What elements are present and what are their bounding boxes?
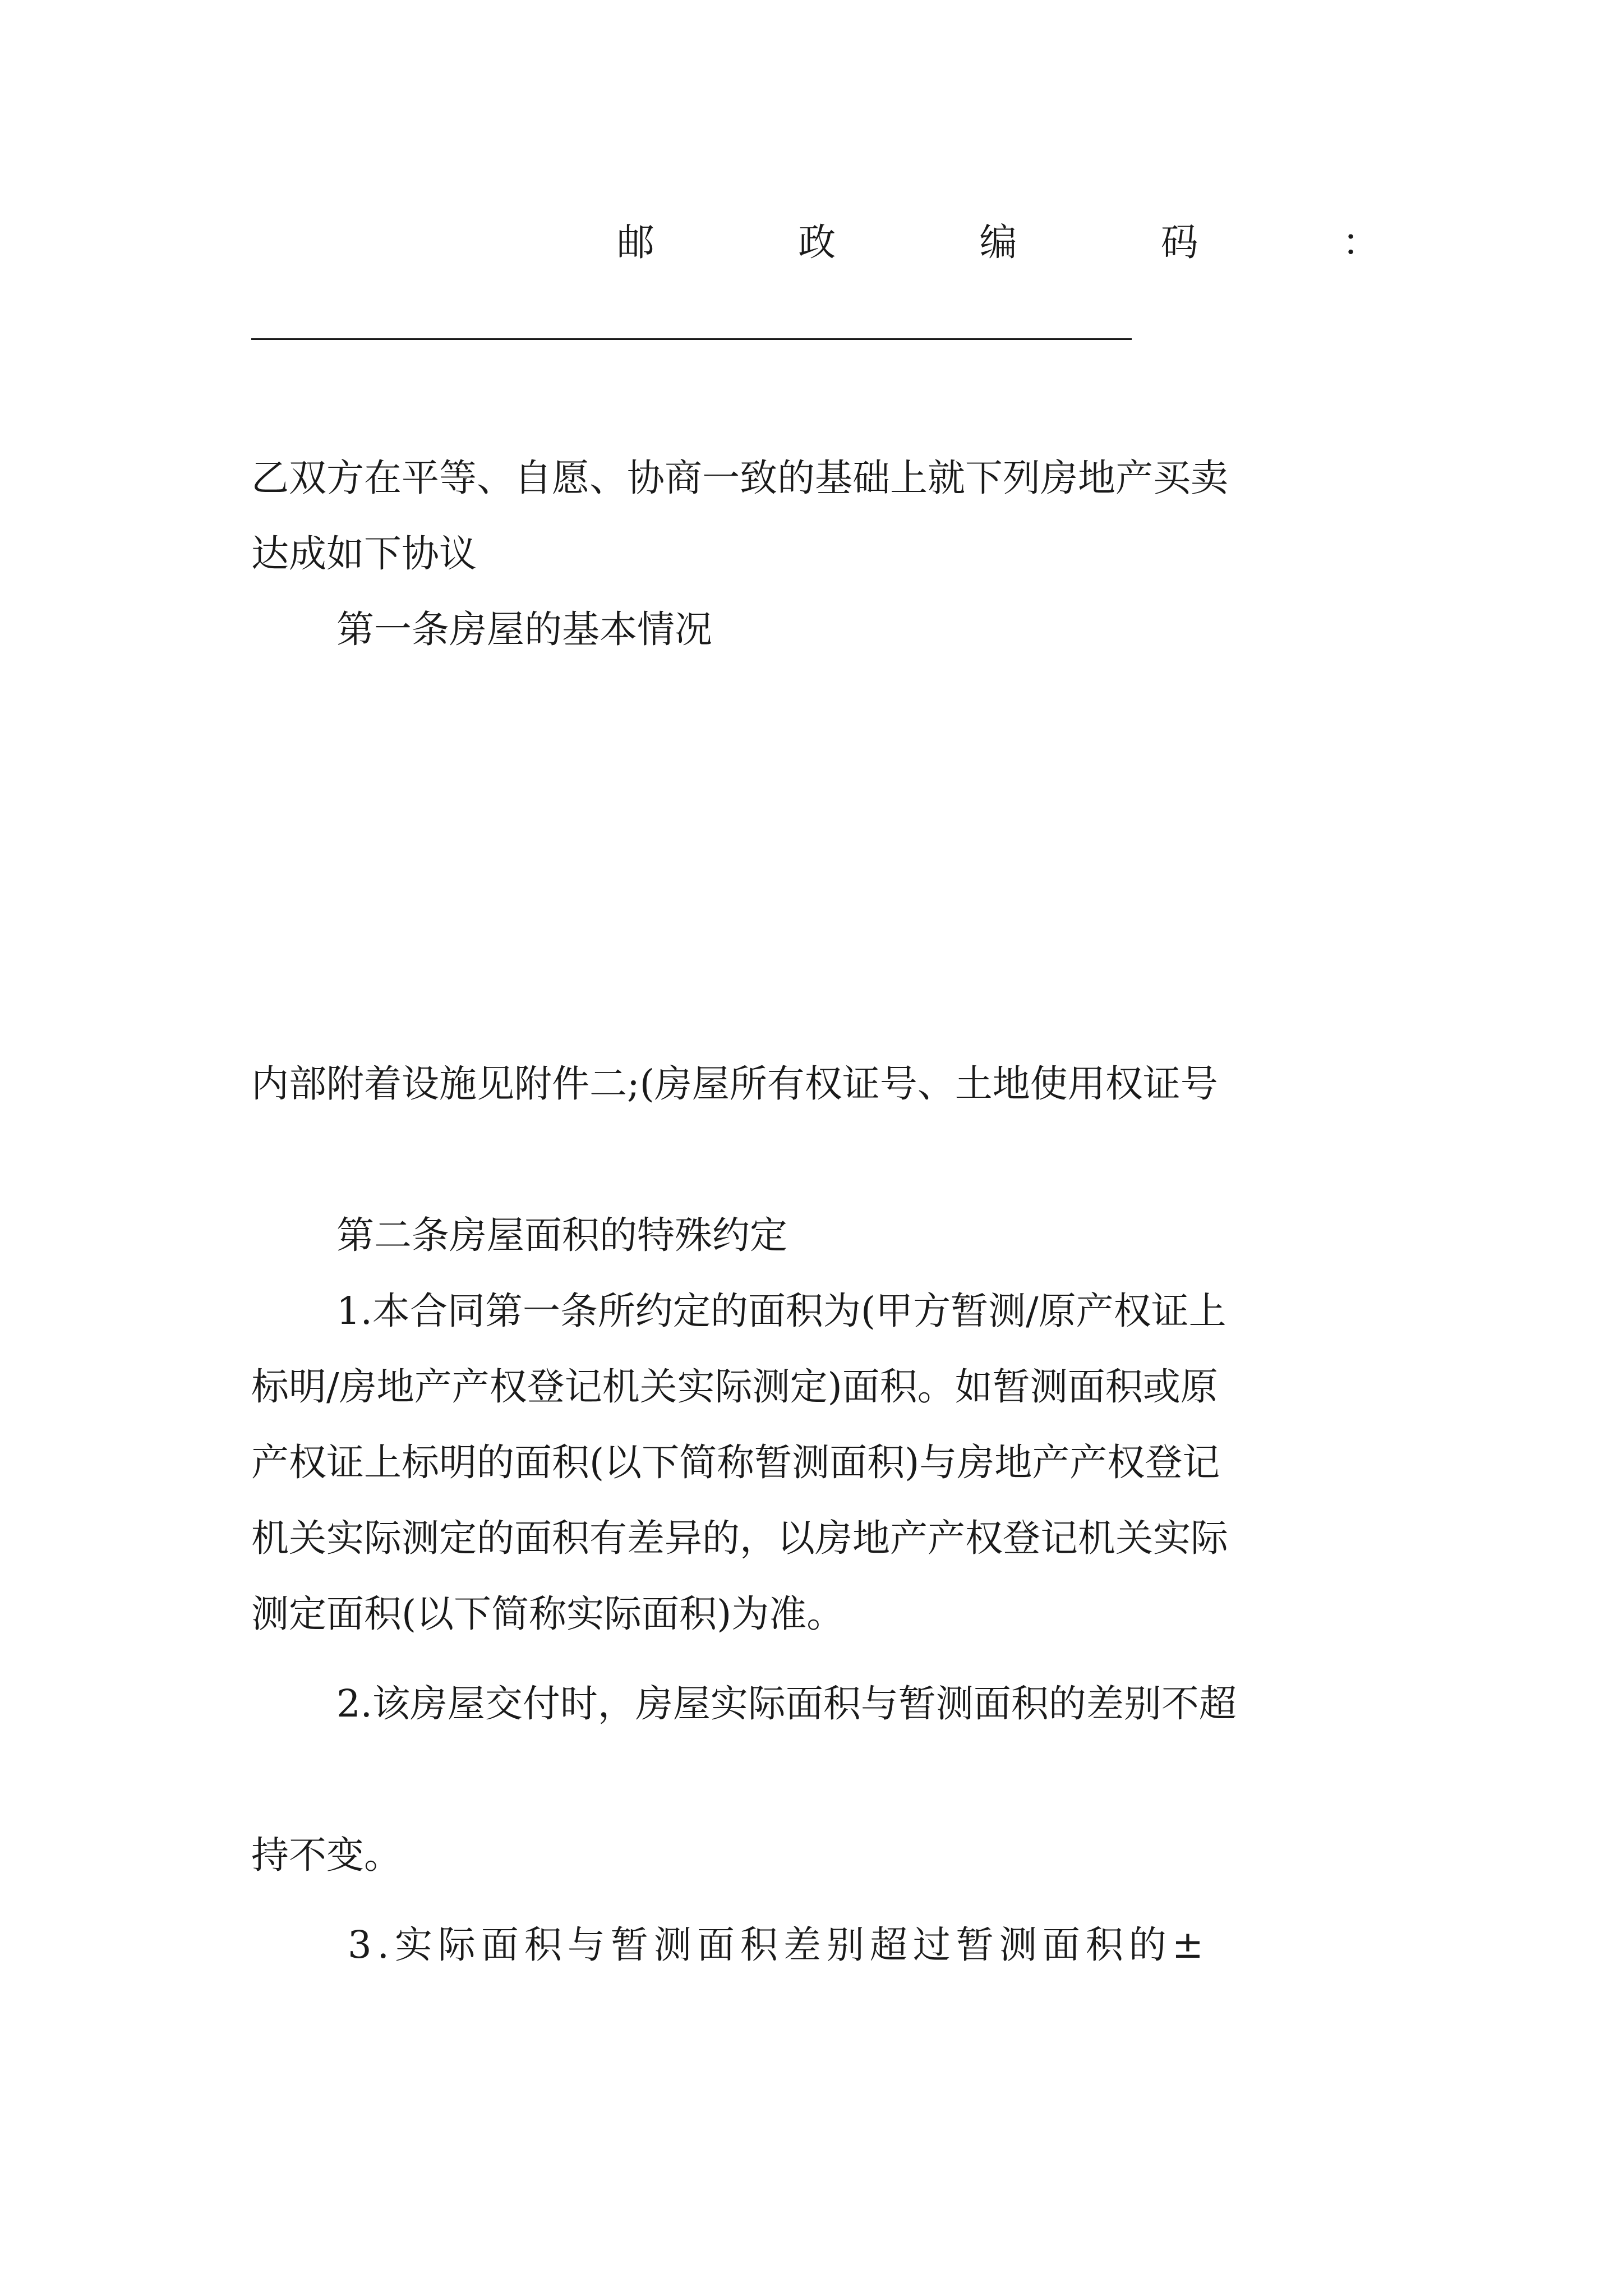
article-1-line-5 [251,979,1390,1037]
article-1-line-7 [251,1130,1390,1189]
article-text: 内部附着设施见附件二;(房屋所有权证号、土地使用权证号 [251,1062,1218,1106]
article-2-p3-line-2 [251,1991,1390,2050]
article-text: 测定面积(以下简称实际面积)为准。 [251,1592,845,1636]
preamble-text: 乙双方在平等、自愿、协商一致的基础上就下列房地产买卖 [251,456,1228,500]
preamble-line-1 [336,370,1391,429]
article-2-p2-line-3 [251,1826,1390,1884]
preamble-text: 达成如下协议 [251,532,477,576]
article-1-line-4 [251,903,1390,961]
preamble-line-3 [251,524,1390,583]
article-2-p1-line-1 [336,1282,1391,1340]
preamble-line-2 [251,449,1390,507]
postal-code-line [617,213,1380,272]
article-2-p1-line-4 [251,1509,1390,1567]
article-text: 产权证上标明的面积(以下简称暂测面积)与房地产产权登记 [251,1441,1220,1484]
postal-char: 邮 [617,220,654,264]
article-text: 持不变。 [251,1833,402,1877]
article-1-line-6 [251,1055,1390,1113]
article-text: 机关实际测定的面积有差异的，以房地产产权登记机关实际 [251,1516,1228,1560]
article-1-line-2 [251,752,1390,810]
article-title-text: 第二条房屋面积的特殊约定 [336,1213,787,1257]
article-1-line-3 [251,827,1390,886]
postal-char: 码 [1160,220,1198,264]
postal-code-blank [251,338,1132,340]
postal-char: 政 [798,220,836,264]
article-1-title [336,600,1475,659]
article-title-text: 第一条房屋的基本情况 [336,608,712,651]
article-2-title [336,1206,1475,1264]
article-text: 3.实际面积与暂测面积差别超过暂测面积的± [348,1923,1210,1967]
postal-char: ： [1342,220,1380,264]
article-2-p2-line-1 [336,1674,1391,1733]
article-2-p2-line-2 [251,1750,1390,1809]
postal-char: 编 [979,220,1017,264]
article-2-p1-line-2 [251,1358,1390,1416]
article-2-p1-line-5 [251,1585,1390,1643]
article-1-line-1 [336,676,1391,734]
article-text: 2.该房屋交付时，房屋实际面积与暂测面积的差别不超 [336,1682,1237,1726]
article-text: 1.本合同第一条所约定的面积为(甲方暂测/原产权证上 [336,1289,1227,1333]
article-text: 标明/房地产产权登记机关实际测定)面积。如暂测面积或原 [251,1365,1218,1409]
article-2-p3-line-1 [348,1916,1391,1974]
article-2-p1-line-3 [251,1433,1390,1492]
